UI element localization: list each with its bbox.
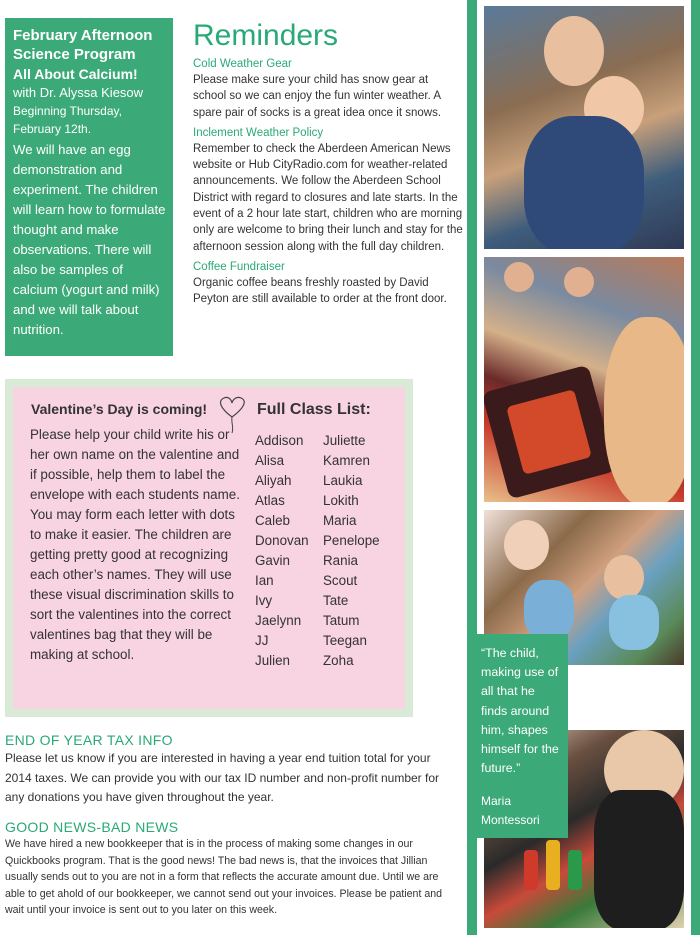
- good-news-bad-news-heading: GOOD NEWS-BAD NEWS: [5, 819, 179, 835]
- reminder-text: Remember to check the Aberdeen American News website or Hub CityRadio.com for weather-related announcements. We follow the Aberdeen School District with regard to closures and late starts. In the event of a 2 hour late start, children who are morning only are welcome to bring their lunch and stay for the afternoon session along with the full day children.: [193, 142, 463, 253]
- tax-info-heading: END OF YEAR TAX INFO: [5, 732, 173, 748]
- class-list-item: Atlas: [255, 493, 285, 508]
- class-list-item: Rania: [323, 553, 358, 568]
- class-list-title: Full Class List:: [257, 401, 371, 418]
- class-list-item: Donovan: [255, 533, 309, 548]
- science-program-subtitle: All About Calcium!: [13, 66, 138, 82]
- reminder-text: Organic coffee beans freshly roasted by David Peyton are still available to order at the front door.: [193, 276, 447, 306]
- reminders-heading: Reminders: [193, 19, 339, 52]
- valentine-title: Valentine’s Day is coming!: [31, 401, 208, 417]
- class-list-item: Jaelynn: [255, 613, 302, 628]
- class-list-item: Teegan: [323, 633, 367, 648]
- reminder-text: Please make sure your child has snow gear at school so we can enjoy the fun winter weather. A spare pair of socks is a great idea once it snows.: [193, 74, 442, 119]
- class-list-item: Julien: [255, 653, 290, 668]
- class-list-item: Tate: [323, 593, 349, 608]
- class-list-item: Gavin: [255, 553, 290, 568]
- class-list-item: Alisa: [255, 453, 285, 468]
- class-list-item: Laukia: [323, 473, 363, 488]
- valentine-body: Please help your child write his or her own name on the valentine and if possible, help them to label the envelope with each students name. You may form each letter with dots to make it easier. The children are getting pretty good at recognizing each other’s names. They will use these visual discrimination skills to sort the valentines into the correct valentines bag that they will be making at school.: [30, 427, 240, 662]
- class-list-column-2: [323, 431, 380, 671]
- reminder-title: Cold Weather Gear: [193, 58, 292, 70]
- reminder-inclement-weather: [193, 125, 463, 255]
- right-edge-bar: [691, 0, 700, 935]
- science-program-body: We will have an egg demonstration and experiment. The children will learn how to formulate thought and make observations. There will also be samples of calcium (yogurt and milk) and we will talk about nutrition.: [13, 142, 166, 337]
- science-program-date: Beginning Thursday, February 12th.: [13, 104, 122, 136]
- reminder-title: Inclement Weather Policy: [193, 126, 324, 139]
- class-list-item: Lokith: [323, 493, 359, 508]
- reminder-coffee-fundraiser: [193, 259, 463, 308]
- class-list-item: Penelope: [323, 533, 380, 548]
- quote-author: Maria Montessori: [481, 794, 540, 828]
- good-news-bad-news-section: [5, 818, 460, 919]
- class-list-item: Scout: [323, 573, 358, 588]
- montessori-quote-box: [474, 634, 568, 838]
- class-list-item: Kamren: [323, 453, 370, 468]
- reminder-title: Coffee Fundraiser: [193, 260, 285, 273]
- reminder-cold-weather: [193, 56, 463, 121]
- class-list-column-1: [255, 431, 309, 671]
- classroom-photo-teacher-child: [484, 6, 684, 249]
- classroom-photo-circle-time: [484, 257, 684, 502]
- tax-info-section: [5, 731, 460, 808]
- tax-info-text: Please let us know if you are interested in having a year end tuition total for your 2014 taxes. We can provide you with our tax ID number and non-profit number for any donations you have given throughout the year.: [5, 751, 440, 804]
- science-program-box: [5, 18, 173, 356]
- science-program-title: February Afternoon Science Program: [13, 27, 153, 63]
- class-list-item: Tatum: [323, 613, 360, 628]
- reminders-section: [193, 16, 463, 312]
- science-program-presenter: with Dr. Alyssa Kiesow: [13, 85, 144, 100]
- class-list-item: Juliette: [323, 433, 366, 448]
- class-list-item: Zoha: [323, 653, 354, 668]
- good-news-bad-news-text: We have hired a new bookkeeper that is in the process of making some changes in our Quickbooks program. That is the good news! The bad news is, that the invoices that Jillian usually sends out to you are not in a form that reflects the accurate amount due. Until we are able to get ahold of our bookkeeper, we cannot send out your invoices. Please be patient and wait until your invoice is sent out to you later on this week.: [5, 838, 443, 916]
- class-list-item: Caleb: [255, 513, 290, 528]
- class-list-item: JJ: [255, 633, 269, 648]
- valentine-box: [5, 379, 413, 717]
- class-list-item: Maria: [323, 513, 357, 528]
- class-list-item: Aliyah: [255, 473, 292, 488]
- class-list-item: Ivy: [255, 593, 273, 608]
- class-list-item: Ian: [255, 573, 274, 588]
- quote-text: “The child, making use of all that he finds around him, shapes himself for the future.”: [481, 646, 559, 776]
- valentine-panel: [13, 387, 405, 709]
- class-list-item: Addison: [255, 433, 304, 448]
